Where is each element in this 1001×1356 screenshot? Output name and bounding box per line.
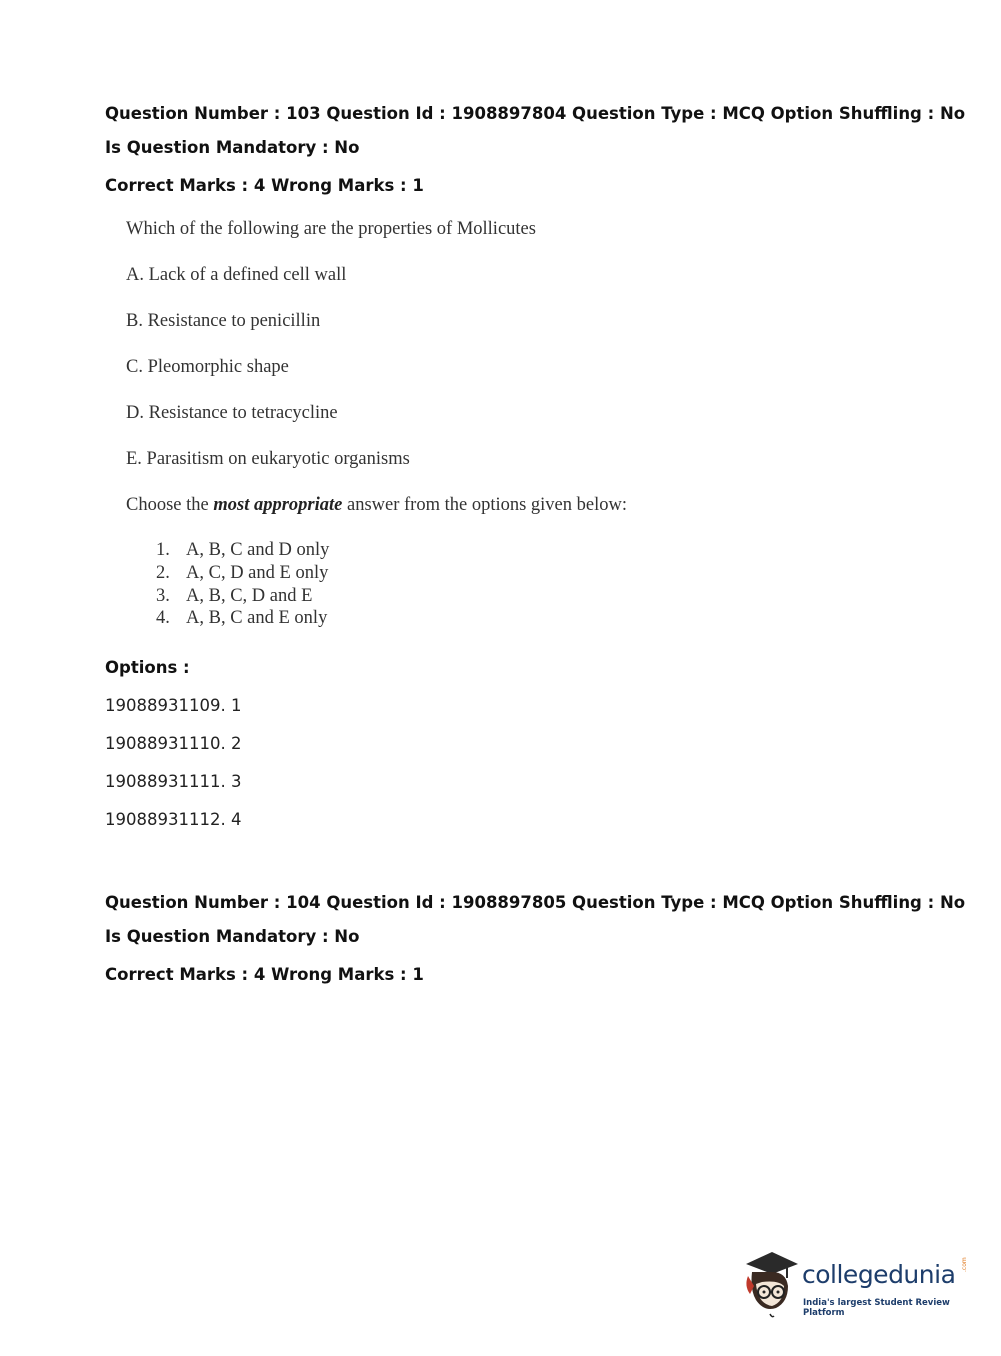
collegedunia-logo [742, 1250, 974, 1320]
q103-header-line: Question Number : 103 Question Id : 1908897804 Question Type : MCQ Option Shuffling : No [105, 104, 966, 123]
q103-question-text: Which of the following are the properties of Mollicutes [126, 219, 536, 239]
instruction-pre: Choose the [126, 495, 214, 515]
statement-e: E. Parasitism on eukaryotic organisms [126, 449, 410, 469]
choice-item [156, 540, 329, 561]
logo-wordmark: collegedunia [802, 1260, 956, 1289]
q104-marks: Correct Marks : 4 Wrong Marks : 1 [105, 965, 424, 984]
choice-text: A, B, C and D only [186, 540, 330, 560]
statement-d: D. Resistance to tetracycline [126, 403, 338, 423]
choice-text: A, C, D and E only [186, 563, 329, 583]
options-label: Options : [105, 658, 190, 677]
mascot-icon [742, 1250, 802, 1320]
choice-text: A, B, C and E only [186, 608, 328, 628]
instruction-post: answer from the options given below: [342, 495, 627, 515]
choice-number: 4. [156, 608, 170, 628]
q104-header-line: Question Number : 104 Question Id : 1908897805 Question Type : MCQ Option Shuffling : No [105, 893, 966, 912]
instruction-emphasis: most appropriate [213, 495, 343, 515]
choice-item [156, 608, 327, 629]
statement-c: C. Pleomorphic shape [126, 357, 289, 377]
statement-a: A. Lack of a defined cell wall [126, 265, 347, 285]
logo-tagline: India's largest Student Review Platform [803, 1298, 950, 1318]
statement-b: B. Resistance to penicillin [126, 311, 321, 331]
q103-instruction [126, 495, 627, 516]
option-item: 19088931112. 4 [105, 810, 242, 829]
choice-number: 1. [156, 540, 170, 560]
choice-number: 3. [156, 586, 170, 606]
option-item: 19088931110. 2 [105, 734, 242, 753]
choice-text: A, B, C, D and E [186, 586, 313, 606]
choice-number: 2. [156, 563, 170, 583]
choice-item [156, 563, 328, 584]
choice-item [156, 586, 312, 607]
logo-dotcom: .com [961, 1257, 968, 1272]
q103-marks: Correct Marks : 4 Wrong Marks : 1 [105, 176, 424, 195]
q103-mandatory: Is Question Mandatory : No [105, 138, 360, 157]
option-item: 19088931111. 3 [105, 772, 242, 791]
q104-mandatory: Is Question Mandatory : No [105, 927, 360, 946]
option-item: 19088931109. 1 [105, 696, 242, 715]
